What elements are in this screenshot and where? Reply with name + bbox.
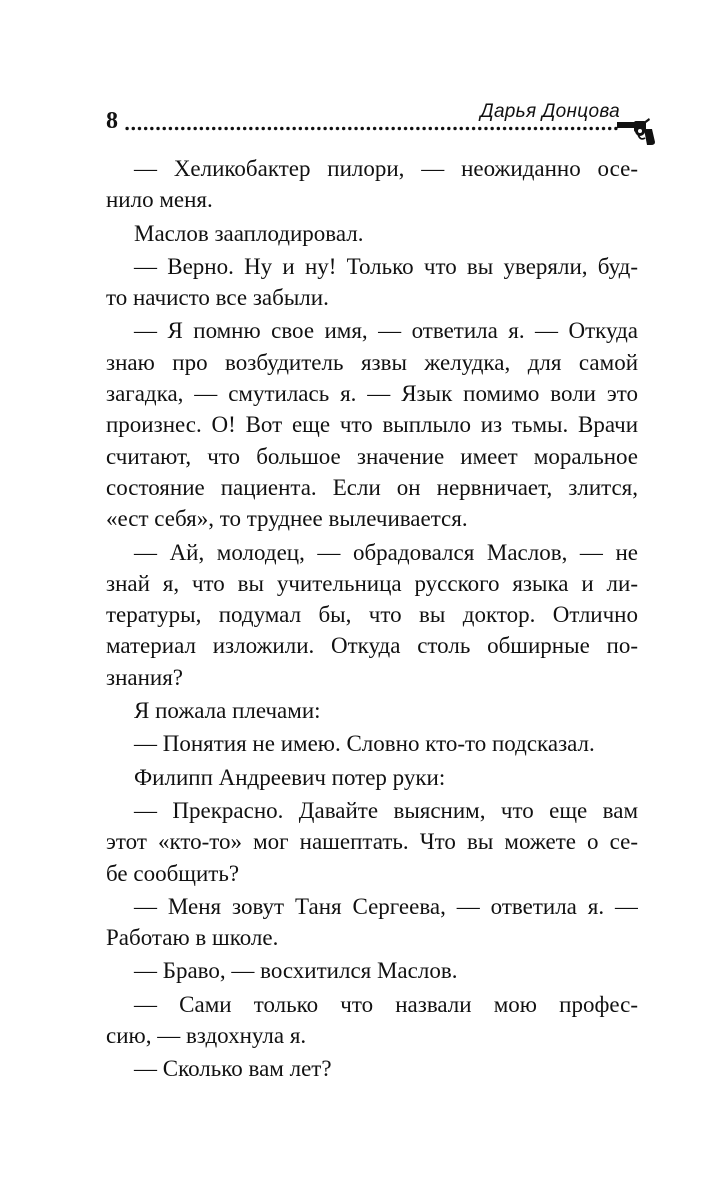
paragraph [106,218,638,249]
paragraph [106,891,638,954]
text-line: — Верно. Ну и ну! Только что вы уверяли, буд- [134,253,638,279]
author-name: Дарья Донцова [480,101,620,122]
paragraph [106,695,638,726]
text-line: то начисто все забыли. [106,285,329,311]
text-line: состояние пациента. Если он нервничает, злится, [106,474,638,500]
text-line: этот «кто-то» мог нашептать. Что вы можете о се- [106,829,638,855]
text-line: — Ай, молодец, — обрадовался Маслов, — не [134,539,638,565]
paragraph [106,1053,638,1084]
text-line: — Хеликобактер пилори, — неожиданно осе- [134,156,638,181]
revolver-icon [616,117,656,147]
paragraph [106,153,638,216]
text-line: бе сообщить? [106,860,240,886]
text-line: считают, что большое значение имеет моральное [106,443,638,469]
text-line: тературы, подумал бы, что вы доктор. Отлично [106,602,638,628]
paragraph [106,762,638,793]
text-line: «ест себя», то труднее вылечивается. [106,506,468,532]
paragraph [106,315,638,534]
text-line: произнес. О! Вот еще что выплыло из тьмы. Врачи [106,412,638,438]
body-text [106,153,638,1087]
text-line: Маслов зааплодировал. [134,220,364,246]
text-line: Работаю в школе. [106,925,279,951]
text-line: знай я, что вы учительница русского языка и ли- [106,570,638,596]
text-line: нило меня. [106,187,213,213]
text-line: Филипп Андреевич потер руки: [134,764,446,790]
text-line: загадка, — смутилась я. — Язык помимо воли это [106,381,638,407]
text-line: — Я помню свое имя, — ответила я. — Откуда [134,318,638,344]
text-line: знания? [106,664,184,690]
paragraph [106,728,638,759]
text-line: — Понятия не имею. Словно кто-то подсказал. [134,731,595,757]
text-line: — Сколько вам лет? [134,1056,332,1082]
page-number: 8 [106,108,118,134]
text-line: — Браво, — восхитился Маслов. [134,958,458,984]
paragraph [106,989,638,1052]
text-line: материал изложили. Откуда столь обширные по- [106,633,638,659]
dotted-leader [124,126,619,131]
paragraph [106,537,638,693]
text-line: — Прекрасно. Давайте выясним, что еще вам [134,797,638,823]
paragraph [106,795,638,889]
text-line: Я пожала плечами: [134,698,321,724]
text-line: знаю про возбудитель язвы желудка, для самой [106,349,638,375]
paragraph [106,251,638,314]
text-line: — Сами только что назвали мою профес- [134,991,638,1017]
running-header [0,0,715,150]
text-line: сию, — вздохнула я. [106,1023,307,1049]
text-line: — Меня зовут Таня Сергеева, — ответила я. — [134,893,638,919]
paragraph [106,955,638,986]
